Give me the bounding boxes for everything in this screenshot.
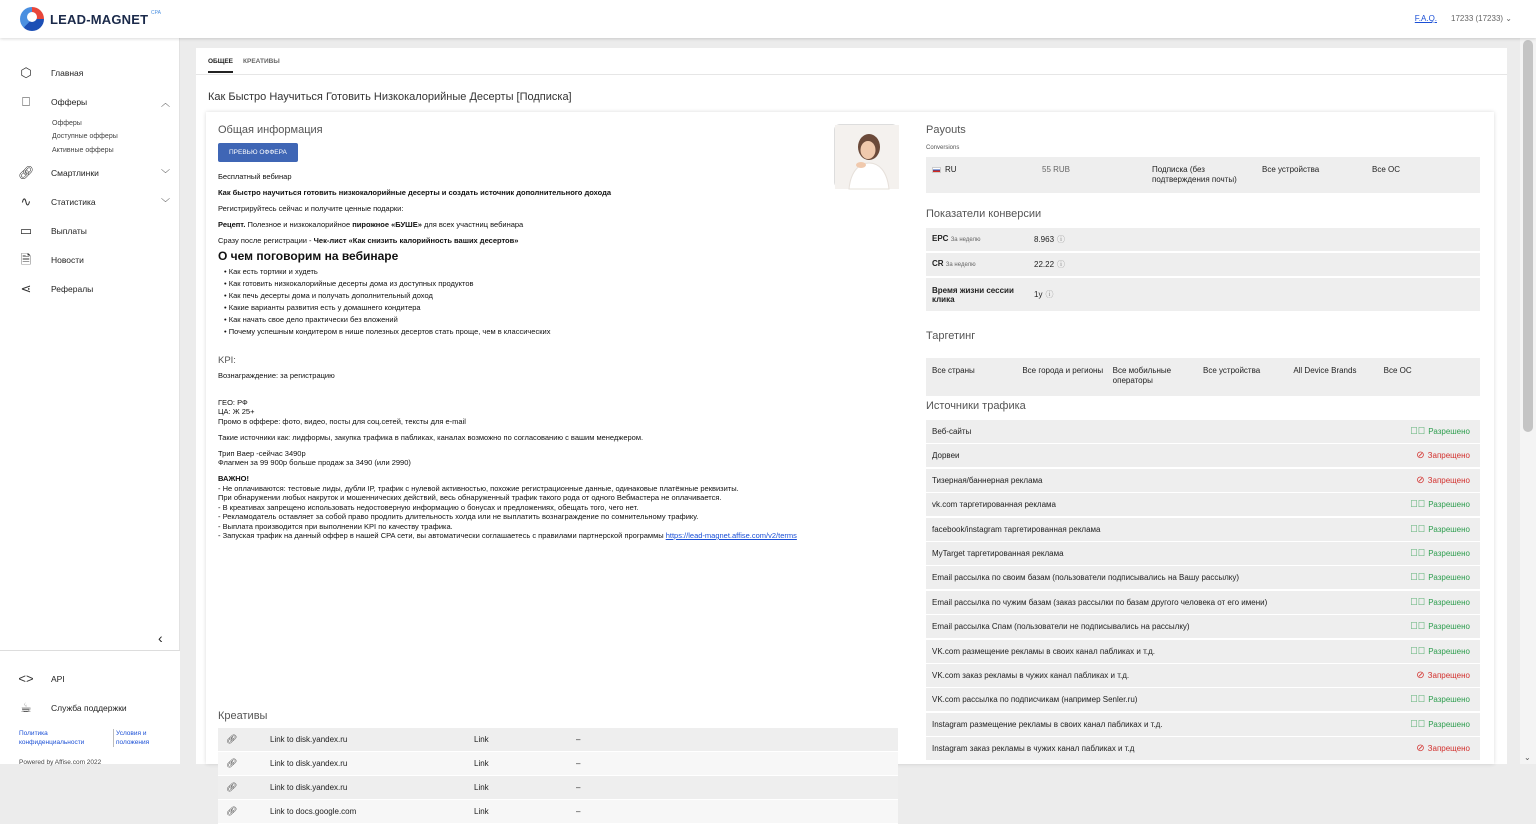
status-label: Разрешено — [1428, 719, 1470, 729]
privacy-link[interactable]: Политика конфиденциальности — [19, 729, 114, 747]
traffic-source-name: VK.com размещение рекламы в своих канал пабликах и т.д. — [932, 646, 1155, 656]
checklist-text: Сразу после регистрации - Чек-лист «Как снизить калорийность ваших десертов» — [218, 236, 519, 245]
logo[interactable] — [20, 7, 161, 31]
logo-text: LEAD-MAGNET — [50, 11, 149, 27]
link-icon: 🔗︎ — [226, 758, 238, 768]
payouts-subtitle: Conversions — [926, 145, 960, 151]
cube-icon: ⬡ — [20, 65, 32, 80]
status-label: Разрешено — [1428, 646, 1470, 656]
traffic-source-name: VK.com рассылка по подписчикам (например Senler.ru) — [932, 695, 1138, 705]
topics-title: О чем поговорим на вебинаре — [218, 249, 399, 263]
table-row[interactable] — [218, 752, 898, 776]
session-row — [926, 278, 1480, 311]
traffic-source-name: Email рассылка по чужим базам (заказ рассылки по базам другого человека от его имени) — [932, 597, 1268, 607]
check-circle-icon: ✓⃝ — [1410, 718, 1426, 730]
preview-offer-button[interactable]: ПРЕВЬЮ ОФФЕРА — [218, 143, 298, 162]
creative-name: Link to disk.yandex.ru — [270, 783, 348, 792]
important-6: - Запуская трафик на данный оффер в нашей CPA сети, вы автоматически соглашаетесь с правилами партнерской программы https://lead-magnet.affise.com/v2/terms — [218, 531, 797, 540]
traffic-source-name: VK.com заказ рекламы в чужих канал пабликах и т.д. — [932, 671, 1130, 680]
sidebar-item-home[interactable] — [18, 66, 170, 80]
table-row — [926, 737, 1480, 760]
reward-text: Вознаграждение: за регистрацию — [218, 371, 335, 380]
creative-size: – — [576, 735, 581, 744]
scroll-down-icon[interactable]: ⌄ — [1524, 753, 1531, 762]
flag-ru-icon — [932, 167, 941, 173]
status-allowed — [1410, 524, 1470, 535]
logo-badge: CPA — [151, 10, 161, 16]
sidebar-sub-available-offers[interactable]: Доступные офферы — [52, 133, 118, 140]
cr-row — [926, 253, 1480, 276]
creatives-title: Креативы — [218, 710, 268, 722]
logo-icon — [20, 7, 44, 31]
status-label: Разрешено — [1428, 524, 1470, 534]
creative-type: Link — [474, 759, 489, 768]
sidebar-item-label: Статистика — [51, 197, 96, 207]
targeting-row — [926, 358, 1480, 396]
sidebar-item-label: Выплаты — [51, 226, 87, 236]
chevron-down-icon: ﹀ — [160, 197, 170, 208]
offer-photo-icon — [835, 125, 899, 189]
geo-text: ГЕО: РФ — [218, 397, 248, 407]
status-label: Запрещено — [1427, 451, 1470, 461]
check-circle-icon: ✓⃝ — [1410, 572, 1426, 584]
creative-size: – — [576, 783, 581, 792]
sidebar-footer — [0, 650, 180, 764]
sidebar-item-news[interactable] — [18, 253, 170, 267]
traffic-source-name: MyTarget таргетированная реклама — [932, 549, 1064, 558]
check-circle-icon: ✓⃝ — [1410, 499, 1426, 511]
targeting-title: Таргетинг — [926, 330, 976, 342]
traffic-source-name: Дорвеи — [932, 451, 960, 461]
tab-divider — [196, 74, 1507, 75]
targeting-countries: Все страны — [932, 366, 975, 375]
creatives-table — [218, 728, 898, 824]
share-icon: ⋖ — [20, 281, 32, 296]
kpi-title: KPI: — [218, 354, 236, 366]
traffic-source-name: Веб-сайты — [932, 427, 972, 436]
status-allowed — [1410, 597, 1470, 608]
table-row — [926, 688, 1480, 711]
sidebar-item-label: Новости — [51, 255, 84, 265]
table-row — [926, 713, 1480, 736]
creative-size: – — [576, 807, 581, 816]
terms-url-link[interactable]: https://lead-magnet.affise.com/v2/terms — [665, 531, 797, 540]
epc-period: За неделю — [950, 237, 981, 243]
traffic-source-name: facebook/instagram таргетированная реклама — [932, 524, 1101, 534]
webinar-label: Бесплатный вебинар — [218, 172, 292, 181]
check-circle-icon: ✓⃝ — [1410, 426, 1426, 437]
important-4: - Рекламодатель оставляет за собой право продлить длительность холда или не выплатить вознаграждение по сомнительному трафику. — [218, 512, 699, 521]
conversion-title: Показатели конверсии — [926, 208, 1042, 220]
table-row — [926, 469, 1480, 492]
creative-type: Link — [474, 783, 489, 792]
collapse-sidebar-icon[interactable]: ‹ — [158, 630, 163, 646]
session-label: Время жизни сессии клика — [932, 285, 1014, 304]
document-icon: 🗎︎ — [20, 252, 32, 267]
creative-type: Link — [474, 735, 489, 744]
traffic-source-name: Email рассылка по своим базам (пользователи подписывались на Вашу рассылку) — [932, 573, 1240, 583]
scrollbar-thumb[interactable] — [1523, 40, 1533, 432]
status-label: Разрешено — [1428, 622, 1470, 632]
info-icon[interactable]: ⓘ — [1057, 260, 1066, 269]
status-allowed — [1410, 499, 1470, 510]
status-label: Разрешено — [1428, 597, 1470, 607]
link-icon: 🔗︎ — [226, 734, 238, 744]
table-row[interactable] — [218, 728, 898, 752]
list-item: • Какие варианты развития есть у домашнего кондитера — [224, 302, 818, 314]
sidebar-sub-active-offers[interactable]: Активные офферы — [52, 147, 114, 154]
ban-icon: ⊘ — [1416, 450, 1425, 462]
important-3: - В креативах запрещено использовать недостоверную информацию о бонусах и предложениях, обещать того, чего нет. — [218, 502, 639, 512]
table-row — [926, 615, 1480, 638]
link-icon: 🔗︎ — [226, 782, 238, 792]
table-row[interactable] — [218, 776, 898, 800]
sidebar-item-offers[interactable] — [18, 95, 170, 109]
chevron-up-icon: ︿ — [160, 97, 170, 108]
traffic-source-name: Instagram заказ рекламы в чужих канал пабликах и т.д — [932, 744, 1135, 754]
status-allowed — [1410, 621, 1470, 632]
audience-text: ЦА: Ж 25+ — [218, 407, 255, 416]
cr-label: CR — [932, 259, 944, 268]
bookmark-icon: ⎕ — [22, 94, 30, 109]
cr-period: За неделю — [945, 262, 976, 268]
table-row — [926, 591, 1480, 614]
table-row[interactable] — [218, 800, 898, 824]
status-label: Разрешено — [1428, 695, 1470, 705]
status-allowed — [1410, 719, 1470, 730]
sidebar-item-label: Главная — [51, 68, 84, 78]
payout-amount: 55 RUB — [1042, 165, 1071, 174]
check-circle-icon: ✓⃝ — [1410, 621, 1426, 633]
check-circle-icon: ✓⃝ — [1410, 523, 1426, 535]
list-item: • Как печь десерты дома и получать дополнительный доход — [224, 290, 818, 302]
table-row — [926, 444, 1480, 467]
link-icon: 🔗︎ — [226, 806, 238, 816]
sidebar-item-smartlinks[interactable] — [18, 166, 170, 180]
epc-value: 8.963 — [1034, 235, 1055, 244]
traffic-source-name: vk.com таргетированная реклама — [932, 500, 1056, 510]
account-menu[interactable] — [1451, 14, 1512, 23]
list-item: • Почему успешным кондитером в нише полезных десертов стать проще, чем в классических — [224, 326, 818, 338]
important-1: - Не оплачиваются: тестовые лиды, дубли IP, трафик с нулевой активностью, похожие регистрационные данные, одинаковые платёжные реквизиты. — [218, 483, 739, 493]
traffic-source-name: Email рассылка Спам (пользователи не подписывались на рассылку) — [932, 622, 1190, 632]
sidebar-item-label: Рефералы — [51, 284, 94, 294]
cr-value: 22.22 — [1034, 260, 1055, 269]
check-circle-icon: ✓⃝ — [1410, 645, 1426, 657]
payout-row — [926, 157, 1480, 193]
offer-headline: Как быстро научиться готовить низкокалорийные десерты и создать источник дополнительного дохода — [218, 188, 612, 197]
credit-card-icon: ▭ — [19, 223, 33, 238]
general-info — [218, 124, 898, 540]
status-allowed — [1410, 646, 1470, 657]
creative-size: – — [576, 759, 581, 768]
status-denied — [1416, 743, 1470, 754]
status-label: Запрещено — [1427, 744, 1470, 754]
offer-card — [206, 112, 1494, 816]
page-scrollbar[interactable] — [1520, 38, 1536, 764]
important-title: ВАЖНО! — [218, 474, 249, 483]
terms-link[interactable]: Условия и положения — [116, 730, 150, 746]
important-2: При обнаружении любых накруток и мошеннических действий, весь обнаруженный трафик такого рода от одного Вебмастера не оплачивается. — [218, 493, 722, 502]
sidebar — [0, 38, 180, 764]
general-info-title: Общая информация — [218, 124, 323, 136]
creative-name: Link to disk.yandex.ru — [270, 735, 348, 744]
targeting-devices: Все устройства — [1202, 366, 1261, 375]
sidebar-item-statistics[interactable] — [18, 195, 170, 209]
recipe-text: Рецепт. Полезное и низкокалорийное пирожное «БУШЕ» для всех участниц вебинара — [218, 220, 524, 229]
targeting-operators: Все мобильные операторы — [1112, 366, 1172, 385]
trip-text: Трип Ваер -сейчас 3490р — [218, 448, 306, 458]
session-value: 1y — [1034, 290, 1043, 299]
status-allowed — [1410, 572, 1470, 583]
status-allowed — [1410, 548, 1470, 559]
account-name: 17233 (17233) — [1451, 14, 1504, 23]
sidebar-item-referrals[interactable] — [18, 282, 170, 296]
status-label: Разрешено — [1428, 500, 1470, 510]
status-label: Разрешено — [1428, 549, 1470, 558]
table-row — [926, 420, 1480, 443]
faq-link[interactable]: F.A.Q. — [1414, 14, 1438, 23]
ban-icon: ⊘ — [1416, 670, 1425, 681]
chevron-down-icon: ⌄ — [1505, 14, 1512, 23]
traffic-source-name: Тизерная/баннерная реклама — [932, 475, 1043, 485]
table-row — [926, 518, 1480, 541]
targeting-regions: Все города и регионы — [1022, 366, 1104, 375]
chevron-down-icon: ﹀ — [160, 168, 170, 179]
tab-creatives[interactable]: КРЕАТИВЫ — [243, 58, 280, 65]
targeting-brands: All Device Brands — [1293, 366, 1357, 375]
activity-icon: ∿ — [20, 194, 32, 209]
list-item: • Как готовить низкокалорийные десерты дома из доступных продуктов — [224, 278, 818, 290]
list-item: • Как начать свое дело практически без вложений — [224, 314, 818, 326]
tab-general[interactable]: ОБЩЕЕ — [208, 58, 233, 73]
important-5: - Выплата производится при выполнении KPI по качеству трафика. — [218, 521, 453, 531]
table-row — [926, 542, 1480, 565]
creative-name: Link to disk.yandex.ru — [270, 759, 348, 768]
offer-image[interactable] — [834, 124, 898, 188]
sidebar-item-label: Служба поддержки — [51, 703, 127, 713]
traffic-sources-title: Источники трафика — [926, 400, 1026, 412]
epc-label: EPC — [932, 234, 949, 243]
payout-os: Все ОС — [1372, 165, 1401, 174]
table-row — [926, 664, 1480, 687]
page-title: Как Быстро Научиться Готовить Низкокалорийные Десерты [Подписка] — [208, 91, 572, 103]
sources-note: Такие источники как: лидформы, закупка трафика в пабликах, каналах возможно по согласованию с вашим менеджером. — [218, 432, 644, 442]
check-circle-icon: ✓⃝ — [1410, 694, 1426, 706]
epc-row — [926, 228, 1480, 251]
main-content — [196, 48, 1507, 816]
traffic-source-name: Instagram размещение рекламы в своих канал пабликах и т.д. — [932, 719, 1163, 729]
sidebar-item-label: Смартлинки — [51, 168, 99, 178]
link-icon: 🔗︎ — [18, 165, 35, 180]
status-label: Разрешено — [1428, 573, 1470, 583]
ban-icon: ⊘ — [1416, 743, 1425, 755]
status-label: Запрещено — [1427, 671, 1470, 680]
status-denied — [1416, 670, 1470, 681]
info-icon[interactable]: ⓘ — [1045, 290, 1054, 299]
top-bar — [0, 0, 1536, 38]
payout-goal: Подписка (без подтверждения почты) — [1152, 165, 1237, 184]
register-text: Регистрируйтесь сейчас и получите ценные подарки: — [218, 204, 404, 213]
info-icon[interactable]: ⓘ — [1057, 235, 1066, 244]
powered-by: Powered by Affise.com 2022 — [19, 759, 102, 766]
status-label: Разрешено — [1428, 427, 1470, 436]
sidebar-item-label: API — [51, 674, 65, 684]
status-allowed — [1410, 694, 1470, 705]
creative-name: Link to docs.google.com — [270, 807, 357, 816]
status-allowed — [1410, 426, 1470, 437]
payout-devices: Все устройства — [1262, 165, 1320, 174]
ban-icon: ⊘ — [1416, 474, 1425, 486]
sidebar-item-payouts[interactable] — [18, 224, 170, 238]
sidebar-item-label: Офферы — [51, 97, 88, 107]
sidebar-sub-offers[interactable]: Офферы — [52, 120, 82, 127]
creative-type: Link — [474, 807, 489, 816]
sidebar-item-api[interactable] — [18, 672, 170, 686]
status-denied — [1416, 450, 1470, 461]
table-row — [926, 566, 1480, 589]
flagship-text: Флагмен за 99 900р больше продаж за 3490 (или 2990) — [218, 458, 411, 467]
sidebar-item-support[interactable] — [18, 701, 170, 715]
check-circle-icon: ✓⃝ — [1410, 548, 1426, 559]
payout-country: RU — [932, 165, 1042, 185]
table-row — [926, 493, 1480, 516]
payouts-title: Payouts — [926, 124, 966, 136]
targeting-os: Все ОС — [1383, 366, 1412, 375]
support-icon: ☕︎ — [20, 700, 32, 715]
topics-list — [224, 266, 818, 338]
tabs — [208, 58, 280, 73]
status-denied — [1416, 475, 1470, 486]
code-icon: <> — [18, 671, 34, 686]
check-circle-icon: ✓⃝ — [1410, 596, 1426, 608]
promo-text: Промо в оффере: фото, видео, посты для соц.сетей, тексты для e-mail — [218, 416, 466, 426]
status-label: Запрещено — [1427, 475, 1470, 485]
list-item: • Как есть тортики и худеть — [224, 266, 818, 278]
table-row — [926, 640, 1480, 663]
